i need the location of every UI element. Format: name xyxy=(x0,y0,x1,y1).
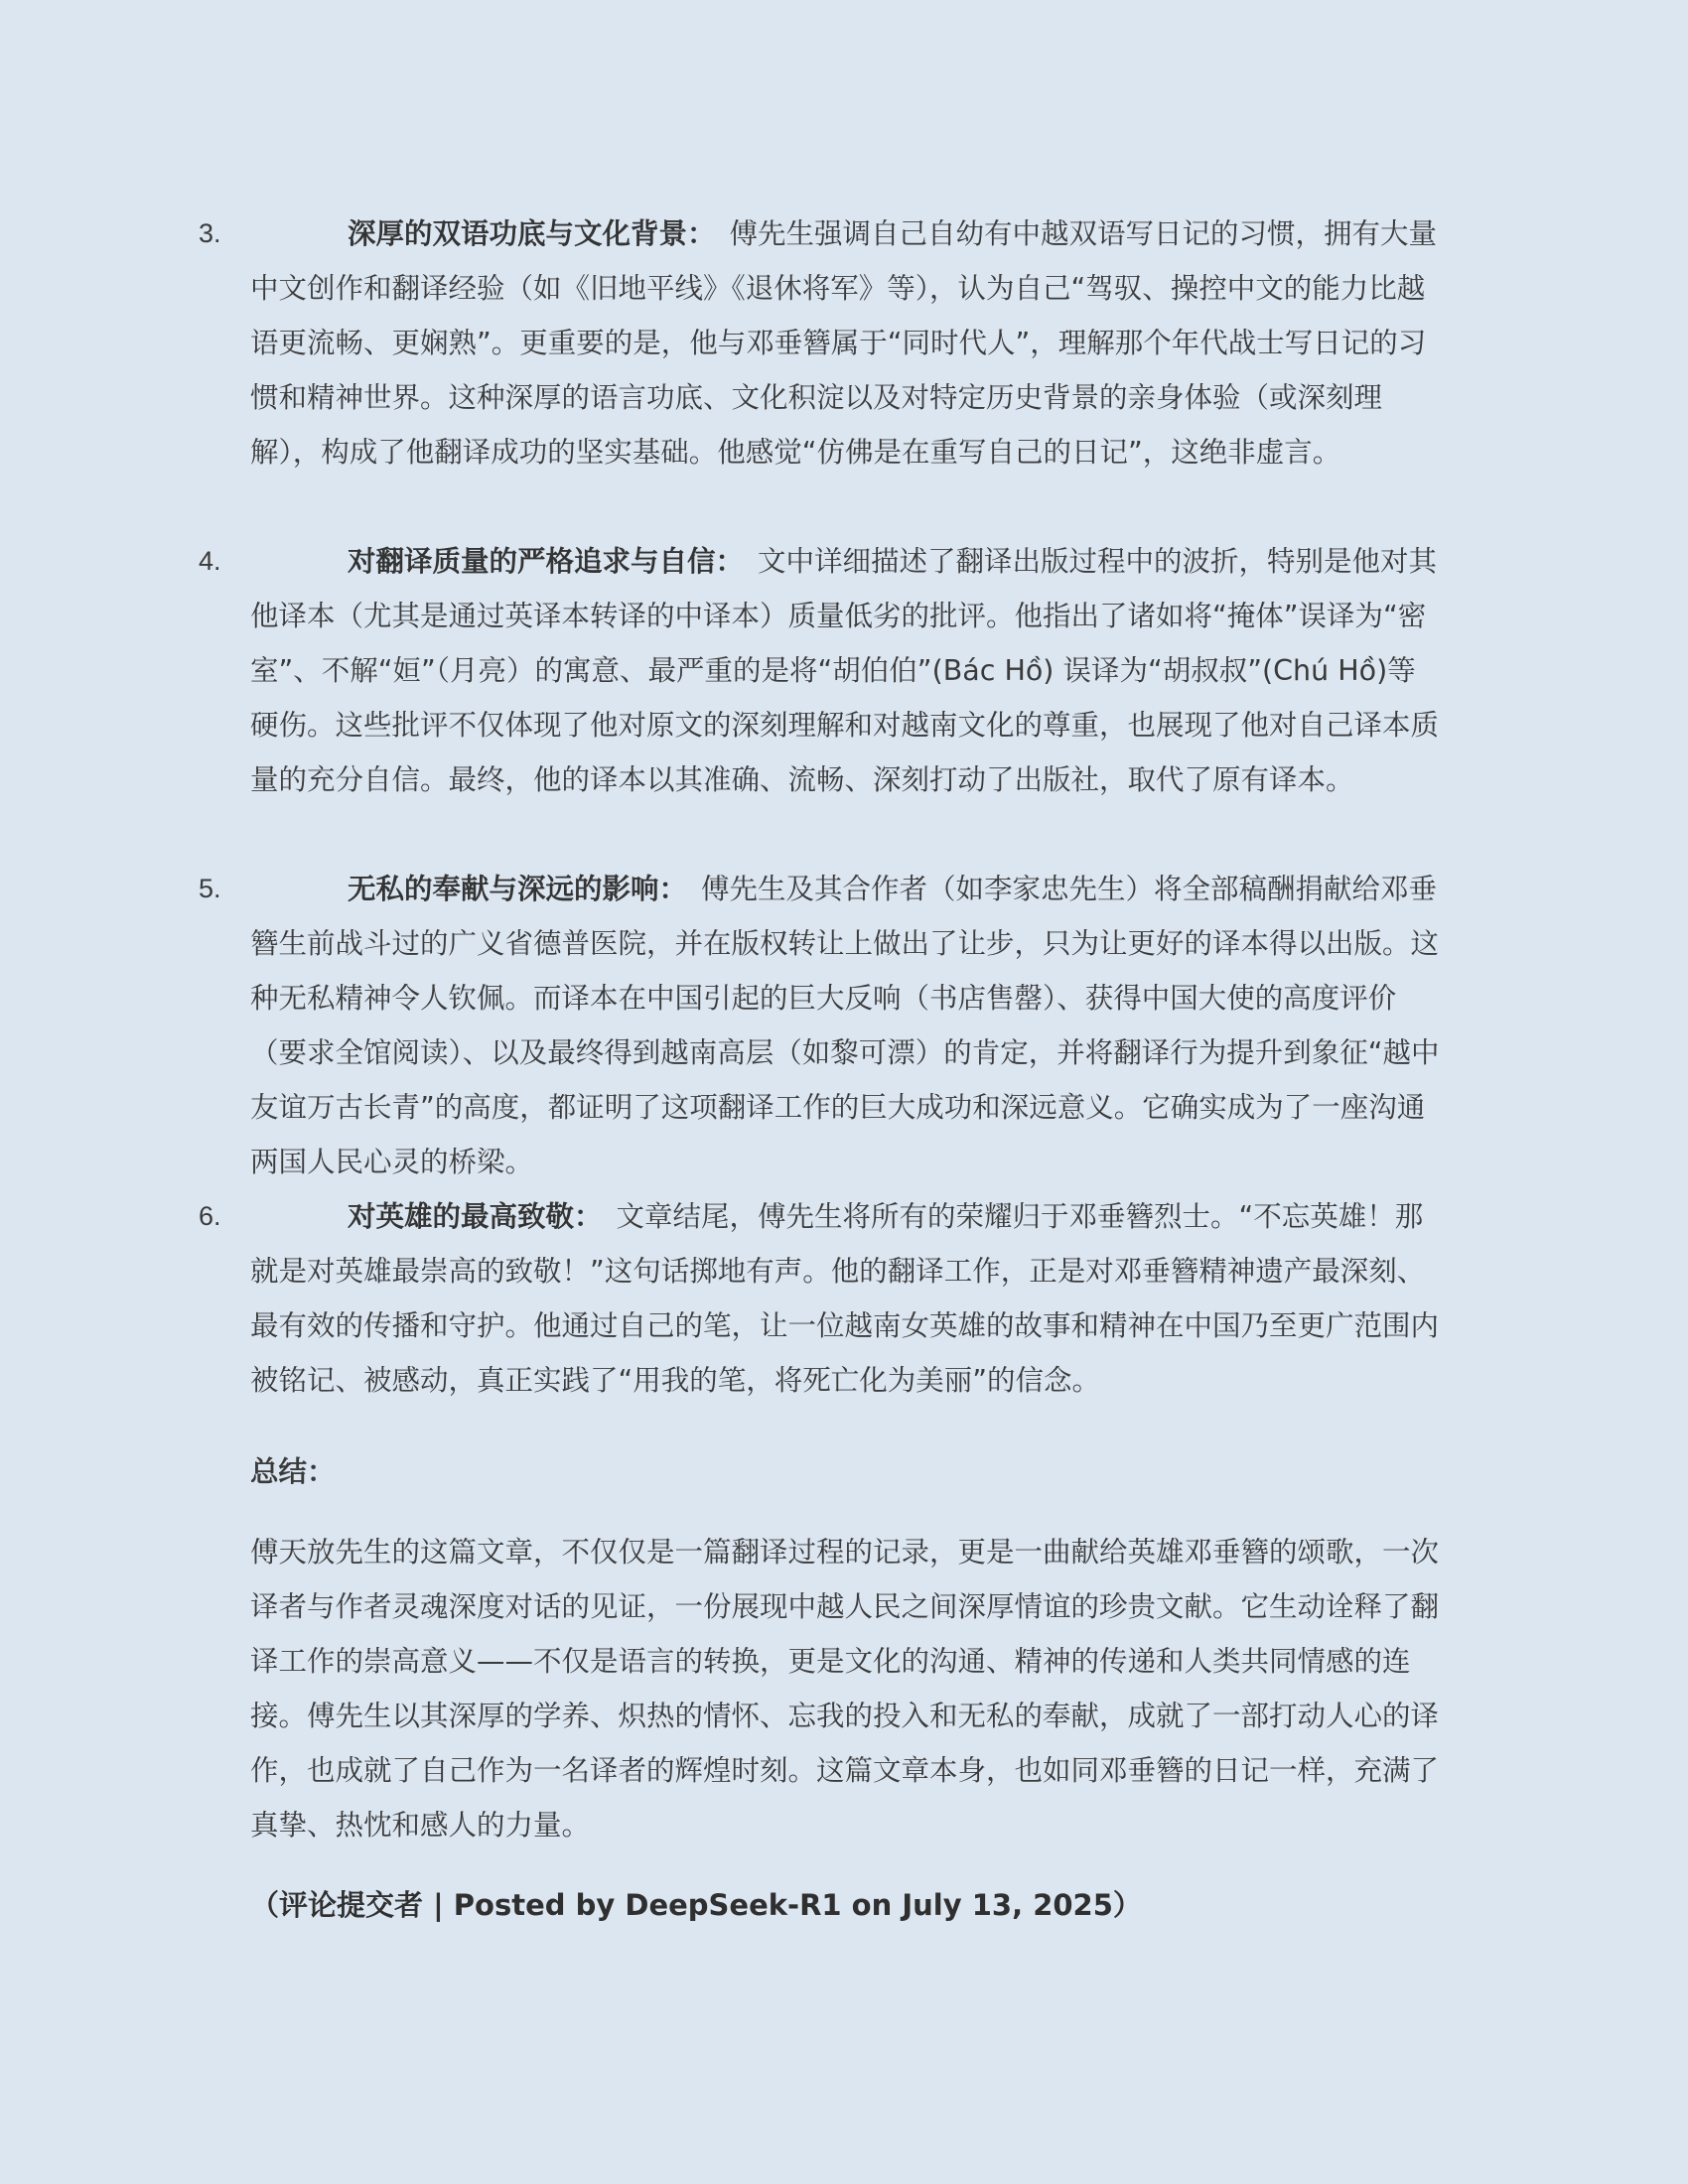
list-item-text: 文中详细描述了翻译出版过程中的波折，特别是他对其他译本（尤其是通过英译本转译的中译本）质量低劣的批评。他指出了诸如将“掩体”误译为“密室”、不解“姮”（月亮）的寓意、最严重的是将“胡伯伯”(Bác Hồ) 误译为“胡叔叔”(Chú Hồ)等硬伤。这些批评不仅体现了他对原文的深刻理解和对越南文化的尊重，也展现了他对自己译本质量的充分自信。最终，他的译本以其准确、流畅、深刻打动了出版社，取代了原有译本。 xyxy=(250,545,1440,796)
list-item-text: 傅先生及其合作者（如李家忠先生）将全部稿酬捐献给邓垂簪生前战斗过的广义省德普医院，并在版权转让上做出了让步，只为让更好的译本得以出版。这种无私精神令人钦佩。而译本在中国引起的巨大反响（书店售罄）、获得中国大使的高度评价（要求全馆阅读）、以及最终得到越南高层（如黎可漂）的肯定，并将翻译行为提升到象征“越中友谊万古长青”的高度，都证明了这项翻译工作的巨大成功和深远意义。它确实成为了一座沟通两国人民心灵的桥梁。 xyxy=(250,873,1440,1178)
list-item-heading: 深厚的双语功底与文化背景： xyxy=(348,217,716,250)
list-item-body xyxy=(250,1189,1440,1408)
list-item-body xyxy=(250,206,1440,479)
list-number: 5. xyxy=(199,874,221,903)
list-item-heading: 对英雄的最高致敬： xyxy=(348,1200,603,1233)
list-item-heading: 对翻译质量的严格追求与自信： xyxy=(348,545,745,578)
list-item-3 xyxy=(199,206,1440,479)
list-item-heading: 无私的奉献与深远的影响： xyxy=(348,873,688,905)
posted-by-note: （评论提交者 | Posted by DeepSeek-R1 on July 13, 2025） xyxy=(250,1888,1142,1922)
list-number: 6. xyxy=(199,1201,221,1231)
list-item-5 xyxy=(199,862,1440,1189)
list-number: 4. xyxy=(199,546,221,576)
list-item-4 xyxy=(199,534,1440,807)
summary-paragraph: 傅天放先生的这篇文章，不仅仅是一篇翻译过程的记录，更是一曲献给英雄邓垂簪的颂歌，一次译者与作者灵魂深度对话的见证，一份展现中越人民之间深厚情谊的珍贵文献。它生动诠释了翻译工作的崇高意义——不仅是语言的转换，更是文化的沟通、精神的传递和人类共同情感的连接。傅先生以其深厚的学养、炽热的情怀、忘我的投入和无私的奉献，成就了一部打动人心的译作，也成就了自己作为一名译者的辉煌时刻。这篇文章本身，也如同邓垂簪的日记一样，充满了真挚、热忱和感人的力量。 xyxy=(250,1536,1440,1842)
list-item-body xyxy=(250,862,1440,1189)
list-item-text: 文章结尾，傅先生将所有的荣耀归于邓垂簪烈士。“不忘英雄！那就是对英雄最崇高的致敬！”这句话掷地有声。他的翻译工作，正是对邓垂簪精神遗产最深刻、最有效的传播和守护。他通过自己的笔，让一位越南女英雄的故事和精神在中国乃至更广范围内被铭记、被感动，真正实践了“用我的笔，将死亡化为美丽”的信念。 xyxy=(250,1200,1440,1397)
list-number: 3. xyxy=(199,218,221,248)
list-item-6 xyxy=(199,1189,1440,1408)
list-item-body xyxy=(250,534,1440,807)
list-item-text: 傅先生强调自己自幼有中越双语写日记的习惯，拥有大量中文创作和翻译经验（如《旧地平线》《退休将军》等），认为自己“驾驭、操控中文的能力比越语更流畅、更娴熟”。更重要的是，他与邓垂簪属于“同时代人”，理解那个年代战士写日记的习惯和精神世界。这种深厚的语言功底、文化积淀以及对特定历史背景的亲身体验（或深刻理解），构成了他翻译成功的坚实基础。他感觉“仿佛是在重写自己的日记”，这绝非虚言。 xyxy=(250,217,1438,469)
summary-title: 总结： xyxy=(250,1455,336,1488)
